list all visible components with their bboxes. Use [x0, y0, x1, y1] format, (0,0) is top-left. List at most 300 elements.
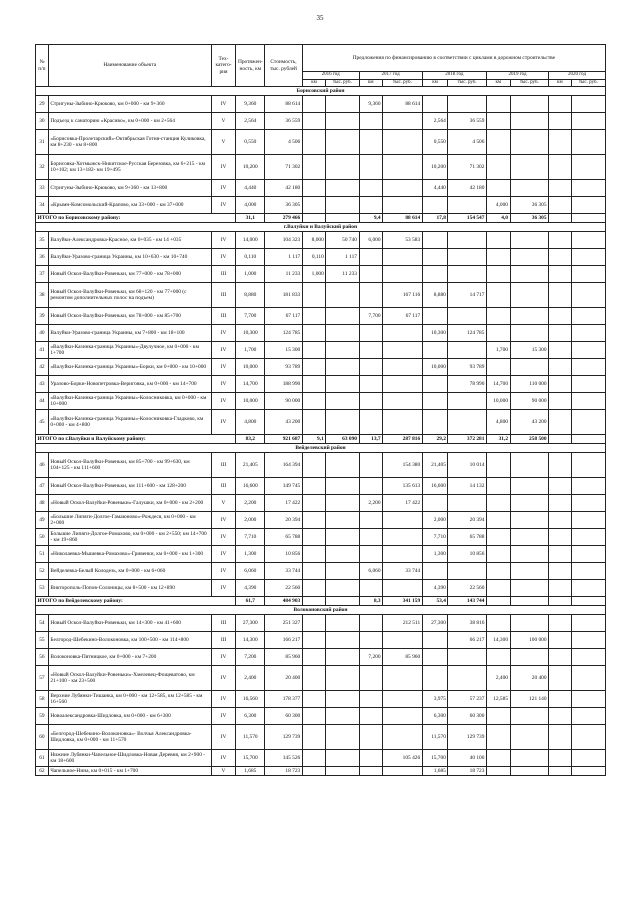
year-rub: 18 723 [448, 767, 487, 776]
year-rub: 71 302 [448, 155, 487, 180]
total-year-km: 17,8 [422, 214, 448, 223]
year-km [549, 359, 571, 376]
year-km [486, 155, 510, 180]
year-km [302, 410, 326, 435]
row-number: 49 [36, 512, 49, 529]
year-km [422, 563, 448, 580]
total-year-km [549, 435, 571, 444]
year-km [549, 283, 571, 308]
year-km [359, 266, 383, 283]
length-km: 10,000 [236, 393, 265, 410]
year-rub: 11 233 [326, 266, 359, 283]
year-rub [510, 725, 549, 750]
year-rub [326, 563, 359, 580]
length-km: 1,685 [236, 767, 265, 776]
table-row [36, 197, 606, 214]
year-km [359, 632, 383, 649]
year-km [486, 359, 510, 376]
table-row [36, 512, 606, 529]
length-km: 10,000 [236, 359, 265, 376]
length-km: 6,060 [236, 563, 265, 580]
header-unit-km: км [486, 79, 510, 87]
length-km: 7,200 [236, 649, 265, 666]
total-year-km [302, 597, 326, 606]
row-number: 31 [36, 130, 49, 155]
table-row [36, 666, 606, 691]
year-rub: 14 717 [448, 283, 487, 308]
year-km [359, 410, 383, 435]
total-year-rub: 341 159 [383, 597, 423, 606]
year-rub [448, 495, 487, 512]
year-rub [326, 410, 359, 435]
year-rub: 40 100 [448, 750, 487, 767]
object-name: Новый Оскол-Валуйки-Ровеньки, км 68+120 - км 77+000 (с ремонтом дополнительных полос на подъем) [48, 283, 211, 308]
year-km [302, 649, 326, 666]
year-rub: 4 506 [448, 130, 487, 155]
year-rub [571, 376, 605, 393]
tech-category: III [211, 632, 236, 649]
year-km [422, 249, 448, 266]
year-km [549, 750, 571, 767]
year-km [486, 96, 510, 113]
total-year-rub [326, 597, 359, 606]
object-name: «Николаевка-Мышевка-Ромахово»-Гривенки, км 0+000 - км 1+300 [48, 546, 211, 563]
year-km [549, 180, 571, 197]
year-km: 1,685 [422, 767, 448, 776]
year-rub [510, 495, 549, 512]
object-name: Верхние Лубянки-Тишанка, км 0+000 - км 12+585, км 12+585 - км 16+560 [48, 691, 211, 708]
year-km [422, 308, 448, 325]
year-km [302, 283, 326, 308]
year-rub [383, 410, 423, 435]
year-rub [326, 725, 359, 750]
header-name: Наименование объекта [48, 45, 211, 87]
header-cost: Стоимость, тыс. рублей [265, 45, 302, 87]
year-rub [510, 359, 549, 376]
table-row [36, 691, 606, 708]
cost-rub: 149 745 [265, 478, 302, 495]
year-rub [510, 180, 549, 197]
year-rub [571, 708, 605, 725]
object-name: Новый Оскол-Валуйки-Ровеньки, км 14+300 - км 41+600 [48, 615, 211, 632]
tech-category: V [211, 495, 236, 512]
year-rub: 154 380 [383, 453, 423, 478]
year-km [549, 708, 571, 725]
year-km [302, 130, 326, 155]
year-km: 2,000 [422, 512, 448, 529]
year-km [359, 666, 383, 691]
tech-category: IV [211, 180, 236, 197]
year-km [302, 725, 326, 750]
total-year-km [486, 597, 510, 606]
row-number: 46 [36, 453, 49, 478]
year-km [486, 266, 510, 283]
length-km: 2,400 [236, 666, 265, 691]
row-number: 38 [36, 283, 49, 308]
year-rub [448, 649, 487, 666]
cost-rub: 42 180 [265, 180, 302, 197]
year-km [486, 563, 510, 580]
row-number: 34 [36, 197, 49, 214]
year-km [422, 197, 448, 214]
year-rub [571, 113, 605, 130]
object-name: «Крымн-Комсомольский-Крапово, км 33+000 - км 37+000 [48, 197, 211, 214]
table-row [36, 359, 606, 376]
year-km [486, 649, 510, 666]
year-km: 4,440 [422, 180, 448, 197]
year-km [359, 113, 383, 130]
year-km [549, 666, 571, 691]
total-length: 31,1 [236, 214, 265, 223]
section-header-row [36, 444, 606, 453]
year-rub [448, 342, 487, 359]
table-row [36, 529, 606, 546]
year-rub [510, 546, 549, 563]
table-row [36, 376, 606, 393]
year-rub [571, 232, 605, 249]
cost-rub: 178 377 [265, 691, 302, 708]
tech-category: IV [211, 708, 236, 725]
table-row [36, 393, 606, 410]
header-num: № п/п [36, 45, 49, 87]
year-km [302, 580, 326, 597]
year-km [302, 750, 326, 767]
table-row [36, 266, 606, 283]
year-km [549, 691, 571, 708]
year-km [486, 453, 510, 478]
total-year-km: 4,0 [486, 214, 510, 223]
year-rub [510, 580, 549, 597]
total-year-km: 53,4 [422, 597, 448, 606]
length-km: 15,700 [236, 750, 265, 767]
year-rub: 42 180 [448, 180, 487, 197]
year-km: 6,000 [359, 232, 383, 249]
year-rub [326, 615, 359, 632]
year-rub: 121 140 [510, 691, 549, 708]
object-name: Новый Оскол-Валуйки-Ровеньки, км 85+700 - км 99+630, км 104+125 - км 111+600 [48, 453, 211, 478]
year-rub [383, 529, 423, 546]
year-rub: 60 300 [448, 708, 487, 725]
year-km: 4,390 [422, 580, 448, 597]
length-km: 11,570 [236, 725, 265, 750]
year-km [359, 197, 383, 214]
year-km [486, 767, 510, 776]
year-rub [571, 750, 605, 767]
year-rub [571, 325, 605, 342]
object-name: Новый Оскол-Валуйки-Ровеньки, км 77+000 - км 78+000 [48, 266, 211, 283]
table-row [36, 495, 606, 512]
object-name: Нижние Лубянки-Чапельное-Шидловка-Новая Деревня, км 2+900 - км 18+600 [48, 750, 211, 767]
year-km [359, 342, 383, 359]
table-row [36, 478, 606, 495]
year-rub: 78 990 [448, 376, 487, 393]
header-unit-km: км [359, 79, 383, 87]
year-km [549, 495, 571, 512]
table-row [36, 453, 606, 478]
cost-rub: 4 506 [265, 130, 302, 155]
year-rub [571, 180, 605, 197]
tech-category: IV [211, 197, 236, 214]
tech-category: IV [211, 546, 236, 563]
year-km: 3,975 [422, 691, 448, 708]
total-length: 61,7 [236, 597, 265, 606]
year-km [486, 529, 510, 546]
year-rub [326, 376, 359, 393]
cost-rub: 90 000 [265, 393, 302, 410]
year-km [359, 478, 383, 495]
tech-category: IV [211, 666, 236, 691]
year-km [549, 249, 571, 266]
object-name: «Новый Оскол-Валуйки-Ровеньки»-Хмелевец-Фощеватово, км 21+100 - км 23+500 [48, 666, 211, 691]
cost-rub: 166 217 [265, 632, 302, 649]
cost-rub: 36 305 [265, 197, 302, 214]
year-rub [326, 308, 359, 325]
row-number: 50 [36, 529, 49, 546]
year-km [302, 325, 326, 342]
object-name: Белгород-Шебекино-Волоконовка, км 100+500 - км 114+800 [48, 632, 211, 649]
year-km [422, 666, 448, 691]
length-km: 14,700 [236, 376, 265, 393]
total-year-rub [571, 435, 605, 444]
year-rub [448, 410, 487, 435]
total-cost: 484 903 [265, 597, 302, 606]
year-km [486, 232, 510, 249]
year-km [359, 691, 383, 708]
object-name: Новоалександровка-Шидловка, км 0+000 - км 6+300 [48, 708, 211, 725]
year-rub [571, 767, 605, 776]
year-rub: 22 560 [448, 580, 487, 597]
year-rub: 66 217 [448, 632, 487, 649]
year-km [549, 649, 571, 666]
year-rub [383, 113, 423, 130]
row-number: 41 [36, 342, 49, 359]
year-rub [326, 283, 359, 308]
object-name: Подъезд к санаторию «Красиво», км 0+000 - км 2+564 [48, 113, 211, 130]
row-number: 39 [36, 308, 49, 325]
section-header-row [36, 223, 606, 232]
total-year-km [302, 214, 326, 223]
year-km [422, 376, 448, 393]
year-rub: 20 394 [448, 512, 487, 529]
year-km [486, 708, 510, 725]
page-number: 35 [316, 14, 324, 22]
year-rub [510, 529, 549, 546]
year-km [422, 232, 448, 249]
year-rub [571, 155, 605, 180]
year-rub: 50 740 [326, 232, 359, 249]
year-rub [571, 615, 605, 632]
year-rub: 67 117 [383, 308, 423, 325]
total-label: ИТОГО по г.Валуйки и Валуйскому району: [36, 435, 236, 444]
cost-rub: 85 960 [265, 649, 302, 666]
length-km: 4,440 [236, 180, 265, 197]
year-km [486, 308, 510, 325]
header-category: Тех-катего-рия [211, 45, 236, 87]
year-km [302, 632, 326, 649]
year-rub [571, 546, 605, 563]
year-km [422, 342, 448, 359]
year-km [359, 249, 383, 266]
object-name: «Валуйки-Казинка-граница Украины»-Борки, км 0+000 - км 10+000 [48, 359, 211, 376]
header-unit-rub: тыс. руб. [383, 79, 423, 87]
year-rub [510, 266, 549, 283]
year-km [359, 512, 383, 529]
row-number: 42 [36, 359, 49, 376]
row-number: 60 [36, 725, 49, 750]
year-km [486, 750, 510, 767]
year-rub [571, 478, 605, 495]
length-km: 7,700 [236, 308, 265, 325]
object-name: «Валуйки-Казинка-граница Украины»-Двулучное, км 0+000 - км 1+700 [48, 342, 211, 359]
total-year-rub: 88 614 [383, 214, 423, 223]
cost-rub: 129 739 [265, 725, 302, 750]
year-rub [510, 649, 549, 666]
row-number: 56 [36, 649, 49, 666]
total-year-km [549, 214, 571, 223]
cost-rub: 188 990 [265, 376, 302, 393]
year-km: 27,300 [422, 615, 448, 632]
year-km [486, 130, 510, 155]
year-km [486, 478, 510, 495]
year-rub [326, 512, 359, 529]
year-rub [383, 376, 423, 393]
year-km [549, 393, 571, 410]
year-rub [326, 495, 359, 512]
cost-rub: 15 300 [265, 342, 302, 359]
year-rub [383, 180, 423, 197]
year-rub [571, 283, 605, 308]
year-rub [510, 512, 549, 529]
year-km [302, 563, 326, 580]
row-number: 52 [36, 563, 49, 580]
object-name: Большие Липяги-Долгое-Ромахово, км 0+000 - км 2+550; км 14+700 - км 19+860 [48, 529, 211, 546]
year-rub [571, 359, 605, 376]
tech-category: IV [211, 393, 236, 410]
year-rub [326, 96, 359, 113]
total-year-km [549, 597, 571, 606]
year-km [549, 546, 571, 563]
table-row [36, 615, 606, 632]
table-row [36, 308, 606, 325]
object-name: «Большие Липяги-Долгое-Гамаюново»-Рождеся, км 0+000 - км 2+000 [48, 512, 211, 529]
year-km [302, 708, 326, 725]
year-rub [326, 155, 359, 180]
year-km [302, 512, 326, 529]
year-km: 8,880 [422, 283, 448, 308]
year-km [359, 393, 383, 410]
year-rub [383, 546, 423, 563]
section-header-row [36, 606, 606, 615]
year-rub [326, 580, 359, 597]
year-km [302, 666, 326, 691]
year-rub [510, 615, 549, 632]
cost-rub: 251 327 [265, 615, 302, 632]
tech-category: IV [211, 325, 236, 342]
year-rub [571, 266, 605, 283]
year-km [549, 130, 571, 155]
year-km [359, 130, 383, 155]
section-title: г.Валуйки и Валуйский район [36, 223, 606, 232]
year-rub: 100 000 [510, 632, 549, 649]
year-km [549, 410, 571, 435]
total-cost: 921 687 [265, 435, 302, 444]
header-year: 2017 год [359, 72, 422, 80]
length-km: 4,800 [236, 410, 265, 435]
tech-category: IV [211, 96, 236, 113]
object-name: Стригуны-Зыбино-Крюково, км 9+360 - км 13+800 [48, 180, 211, 197]
row-number: 32 [36, 155, 49, 180]
cost-rub: 20 400 [265, 666, 302, 691]
year-rub [326, 767, 359, 776]
cost-rub: 164 394 [265, 453, 302, 478]
year-rub: 33 744 [383, 563, 423, 580]
header-year: 2019 год [486, 72, 548, 80]
year-rub [571, 666, 605, 691]
table-row [36, 232, 606, 249]
year-rub: 53 583 [383, 232, 423, 249]
year-km [549, 197, 571, 214]
year-km [486, 580, 510, 597]
year-rub [448, 666, 487, 691]
length-km: 27,300 [236, 615, 265, 632]
year-rub [383, 359, 423, 376]
tech-category: V [211, 130, 236, 155]
year-km [359, 580, 383, 597]
row-number: 53 [36, 580, 49, 597]
length-km: 16,600 [236, 478, 265, 495]
row-number: 33 [36, 180, 49, 197]
tech-category: IV [211, 691, 236, 708]
row-number: 45 [36, 410, 49, 435]
year-rub [510, 750, 549, 767]
length-km: 4,000 [236, 197, 265, 214]
row-number: 30 [36, 113, 49, 130]
year-rub [326, 478, 359, 495]
year-rub: 167 116 [383, 283, 423, 308]
year-km: 1,300 [422, 546, 448, 563]
year-rub [383, 130, 423, 155]
object-name: Вейделевка-Белый Колодезь, км 0+000 - км 6+060 [48, 563, 211, 580]
cost-rub: 18 723 [265, 767, 302, 776]
table-body [36, 87, 606, 776]
year-rub [383, 342, 423, 359]
year-rub [571, 342, 605, 359]
year-km [486, 615, 510, 632]
table-row [36, 283, 606, 308]
year-km [486, 725, 510, 750]
header-unit-km: км [549, 79, 571, 87]
year-rub: 93 789 [448, 359, 487, 376]
year-km [302, 478, 326, 495]
total-row [36, 597, 606, 606]
object-name: Викторополь-Попов-Солоницы, км 8+500 - км 12+890 [48, 580, 211, 597]
object-name: Волоконовка-Пятницкое, км 0+000 - км 7+200 [48, 649, 211, 666]
year-rub: 36 559 [448, 113, 487, 130]
year-km: 1,000 [302, 266, 326, 283]
total-year-km: 8,3 [359, 597, 383, 606]
year-rub [383, 708, 423, 725]
tech-category: IV [211, 649, 236, 666]
year-km: 9,360 [359, 96, 383, 113]
row-number: 36 [36, 249, 49, 266]
year-rub: 65 788 [448, 529, 487, 546]
year-km [549, 266, 571, 283]
year-km [486, 512, 510, 529]
year-rub [448, 249, 487, 266]
year-rub: 212 511 [383, 615, 423, 632]
year-rub [383, 393, 423, 410]
year-rub [571, 529, 605, 546]
